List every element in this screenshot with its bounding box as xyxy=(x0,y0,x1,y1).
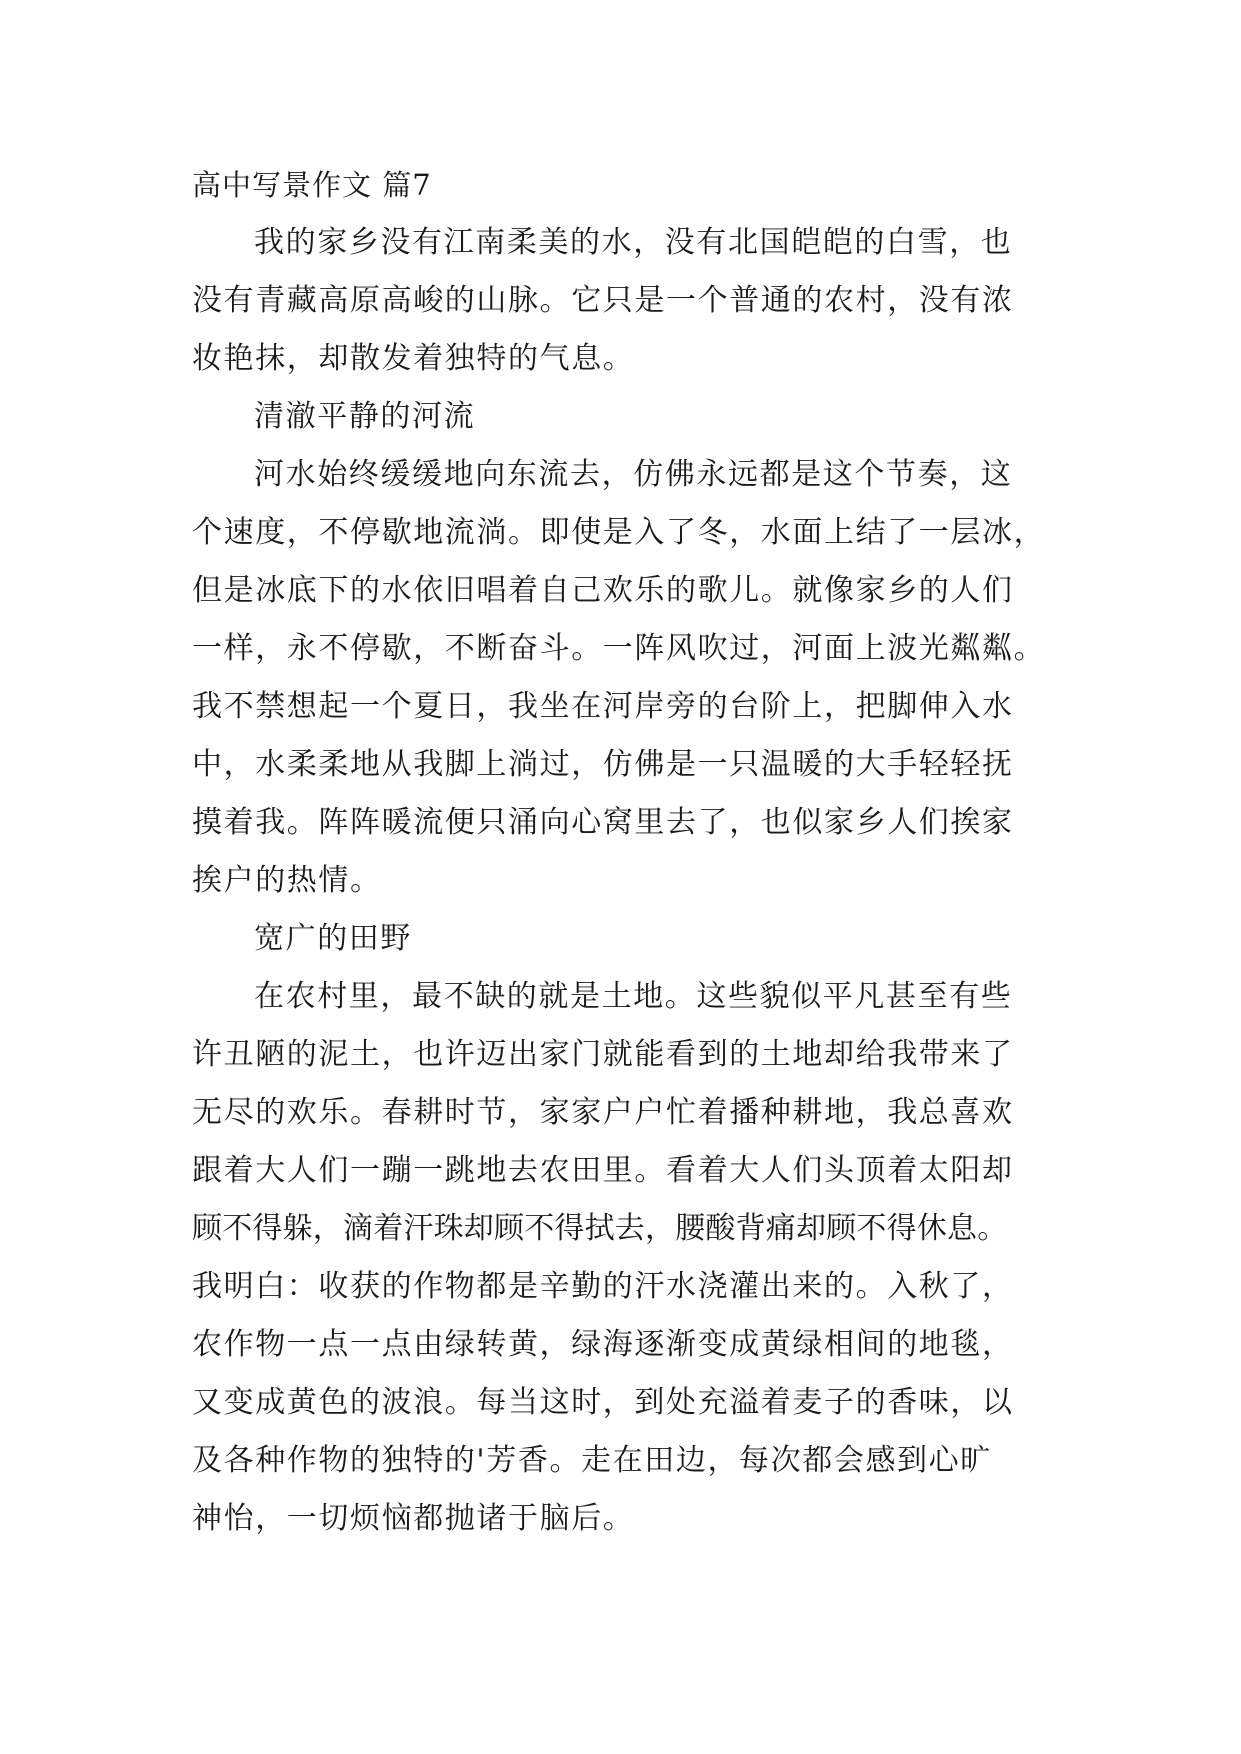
paragraph-line: 许丑陋的泥土，也许迈出家门就能看到的土地却给我带来了 xyxy=(192,1037,1014,1072)
paragraph-line: 河水始终缓缓地向东流去，仿佛永远都是这个节奏，这 xyxy=(254,457,1013,492)
paragraph-line: 中，水柔柔地从我脚上淌过，仿佛是一只温暖的大手轻轻抚 xyxy=(192,747,1014,782)
paragraph-line: 在农村里，最不缺的就是土地。这些貌似平凡甚至有些 xyxy=(254,979,1013,1014)
paragraph-line: 挨户的热情。 xyxy=(192,863,382,898)
paragraph-line: 又变成黄色的波浪。每当这时，到处充溢着麦子的香味，以 xyxy=(192,1385,1014,1420)
paragraph-line: 我明白：收获的作物都是辛勤的汗水浇灌出来的。入秋了， xyxy=(192,1269,1014,1304)
paragraph-line: 农作物一点一点由绿转黄，绿海逐渐变成黄绿相间的地毯， xyxy=(192,1327,1014,1362)
paragraph-fields xyxy=(192,968,1054,1548)
paragraph-line: 无尽的欢乐。春耕时节，家家户户忙着播种耕地，我总喜欢 xyxy=(192,1095,1014,1130)
paragraph-line: 跟着大人们一蹦一跳地去农田里。看着大人们头顶着太阳却 xyxy=(192,1153,1014,1188)
paragraph-intro xyxy=(192,214,1054,388)
paragraph-line: 但是冰底下的水依旧唱着自己欢乐的歌儿。就像家乡的人们 xyxy=(192,573,1014,608)
paragraph-river xyxy=(192,446,1054,910)
paragraph-line: 摸着我。阵阵暖流便只涌向心窝里去了，也似家乡人们挨家 xyxy=(192,805,1014,840)
paragraph-line: 一样，永不停歇，不断奋斗。一阵风吹过，河面上波光粼粼。 xyxy=(192,631,1046,666)
essay-title: 高中写景作文 篇7 xyxy=(192,168,432,202)
paragraph-line: 顾不得躲，滴着汗珠却顾不得拭去，腰酸背痛却顾不得休息。 xyxy=(192,1211,1008,1246)
section-heading-fields: 宽广的田野 xyxy=(254,921,412,956)
section-heading-river: 清澈平静的河流 xyxy=(254,399,476,434)
essay-body xyxy=(192,156,1054,1548)
paragraph-line: 我的家乡没有江南柔美的水，没有北国皑皑的白雪，也 xyxy=(254,225,1013,260)
paragraph-line: 个速度，不停歇地流淌。即使是入了冬，水面上结了一层冰， xyxy=(192,515,1046,550)
paragraph-line: 及各种作物的独特的'芳香。走在田边，每次都会感到心旷 xyxy=(192,1443,992,1478)
paragraph-line: 神怡，一切烦恼都抛诸于脑后。 xyxy=(192,1501,635,1536)
paragraph-line: 我不禁想起一个夏日，我坐在河岸旁的台阶上，把脚伸入水 xyxy=(192,689,1014,724)
paragraph-line: 妆艳抹，却散发着独特的气息。 xyxy=(192,341,635,376)
paragraph-line: 没有青藏高原高峻的山脉。它只是一个普通的农村，没有浓 xyxy=(192,283,1014,318)
